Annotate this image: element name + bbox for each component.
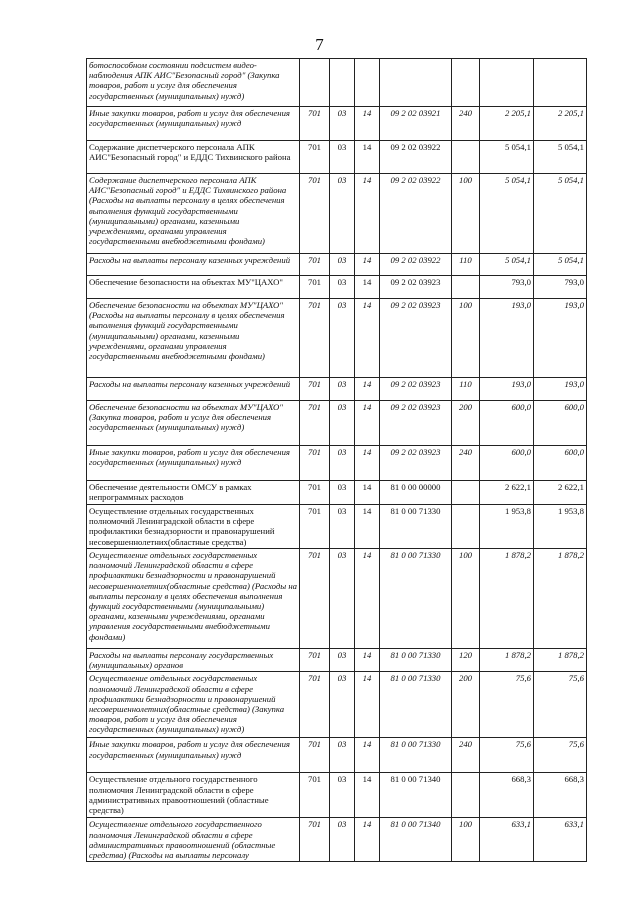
section-code-cell: 03 [330,672,355,738]
section-code-cell: 03 [330,254,355,276]
subsection-code-cell: 14 [355,378,380,401]
subsection-code-cell: 14 [355,505,380,549]
section-code-cell: 03 [330,276,355,299]
expense-type-cell: 110 [452,378,480,401]
expense-type-cell [452,141,480,174]
target-article-cell: 81 0 00 71330 [380,649,452,672]
subsection-code-cell: 14 [355,276,380,299]
expense-name-cell: Иные закупки товаров, работ и услуг для обеспечения государственных (муниципальных) нужд [87,107,300,141]
amount-cell: 2 622,1 [480,481,534,505]
subsection-code-cell: 14 [355,254,380,276]
ministry-code-cell: 701 [300,141,330,174]
table-row [87,672,587,738]
amount-total-cell: 600,0 [534,446,587,481]
expense-name-cell: Осуществление отдельных государственных полномочий Ленинградской области в сфере профилактики безнадзорности и правонарушений несовершеннолетних(областные средства) (Расходы на выплаты персоналу в целях обеспечения выполнения функций государственными (муниципальными) органами, казенными учреждениями, органами управления государственными внебюджетными фондами) [87,549,300,649]
amount-cell: 193,0 [480,299,534,378]
amount-cell: 1 878,2 [480,649,534,672]
table-body [87,59,587,862]
target-article-cell: 09 2 02 03923 [380,446,452,481]
ministry-code-cell: 701 [300,446,330,481]
expense-name-cell: Содержание диспетчерского персонала АПК АИС"Безопасный город" и ЕДДС Тихвинского района [87,141,300,174]
amount-cell: 5 054,1 [480,141,534,174]
ministry-code-cell: 701 [300,549,330,649]
table-row [87,107,587,141]
expense-name-cell: Содержание диспетчерского персонала АПК АИС"Безопасный город" и ЕДДС Тихвинского района (Расходы на выплаты персоналу в целях обеспечения выполнения функций государственными (муниципальными) органами, казенными учреждениями, органами управления государственными внебюджетными фондами) [87,174,300,254]
expense-name-cell: ботоспособном состоянии подсистем видео-наблюдения АПК АИС"Безопасный город" (Закупка товаров, работ и услуг для обеспечения государственных (муниципальных) нужд) [87,59,300,107]
amount-total-cell [534,59,587,107]
amount-cell: 633,1 [480,818,534,862]
ministry-code-cell: 701 [300,378,330,401]
amount-total-cell: 75,6 [534,738,587,773]
subsection-code-cell: 14 [355,481,380,505]
table-row [87,505,587,549]
subsection-code-cell [355,59,380,107]
target-article-cell [380,59,452,107]
amount-total-cell: 668,3 [534,773,587,818]
section-code-cell: 03 [330,378,355,401]
section-code-cell [330,59,355,107]
ministry-code-cell: 701 [300,254,330,276]
amount-cell: 1 878,2 [480,549,534,649]
target-article-cell: 09 2 02 03923 [380,276,452,299]
expense-type-cell: 100 [452,818,480,862]
subsection-code-cell: 14 [355,401,380,446]
table-row [87,446,587,481]
subsection-code-cell: 14 [355,299,380,378]
amount-total-cell: 193,0 [534,378,587,401]
section-code-cell: 03 [330,481,355,505]
amount-cell: 668,3 [480,773,534,818]
section-code-cell: 03 [330,299,355,378]
table-row [87,549,587,649]
subsection-code-cell: 14 [355,446,380,481]
expense-name-cell: Иные закупки товаров, работ и услуг для обеспечения государственных (муниципальных) нужд [87,738,300,773]
expense-name-cell: Обеспечение безопасности на объектах МУ"ЦАХО" (Расходы на выплаты персоналу в целях обеспечения выполнения функций государственными (муниципальными) органами, казенными учреждениями, органами управления государственными внебюджетными фондами) [87,299,300,378]
section-code-cell: 03 [330,446,355,481]
expense-name-cell: Обеспечение безопасности на объектах МУ"ЦАХО" (Закупка товаров, работ и услуг для обеспечения государственных (муниципальных) нужд) [87,401,300,446]
amount-cell: 75,6 [480,738,534,773]
section-code-cell: 03 [330,773,355,818]
expense-name-cell: Расходы на выплаты персоналу государственных (муниципальных) органов [87,649,300,672]
target-article-cell: 81 0 00 71330 [380,672,452,738]
expense-type-cell [452,59,480,107]
amount-total-cell: 75,6 [534,672,587,738]
target-article-cell: 09 2 02 03922 [380,254,452,276]
expense-type-cell: 110 [452,254,480,276]
budget-table [86,58,587,862]
amount-total-cell: 5 054,1 [534,174,587,254]
expense-type-cell: 100 [452,549,480,649]
expense-name-cell: Расходы на выплаты персоналу казенных учреждений [87,254,300,276]
amount-total-cell: 793,0 [534,276,587,299]
expense-type-cell [452,276,480,299]
amount-cell: 1 953,8 [480,505,534,549]
amount-total-cell: 2 205,1 [534,107,587,141]
expense-type-cell: 200 [452,401,480,446]
table-row [87,401,587,446]
ministry-code-cell: 701 [300,299,330,378]
expense-name-cell: Осуществление отдельного государственного полномочия Ленинградской области в сфере административных правоотношений (областные средства) (Расходы на выплаты персоналу [87,818,300,862]
target-article-cell: 09 2 02 03923 [380,299,452,378]
table-row [87,254,587,276]
amount-total-cell: 633,1 [534,818,587,862]
subsection-code-cell: 14 [355,107,380,141]
amount-total-cell: 600,0 [534,401,587,446]
amount-cell: 2 205,1 [480,107,534,141]
ministry-code-cell: 701 [300,818,330,862]
subsection-code-cell: 14 [355,738,380,773]
expense-name-cell: Осуществление отдельного государственного полномочия Ленинградской области в сфере административных правоотношений (областные средства) [87,773,300,818]
expense-type-cell: 100 [452,174,480,254]
amount-cell: 5 054,1 [480,254,534,276]
expense-type-cell [452,481,480,505]
amount-total-cell: 2 622,1 [534,481,587,505]
expense-name-cell: Осуществление отдельных государственных полномочий Ленинградской области в сфере профилактики безнадзорности и правонарушений несовершеннолетних(областные средства) (Закупка товаров, работ и услуг для обеспечения государственных (муниципальных) нужд) [87,672,300,738]
ministry-code-cell: 701 [300,505,330,549]
amount-total-cell: 1 878,2 [534,549,587,649]
ministry-code-cell: 701 [300,174,330,254]
table-row [87,738,587,773]
section-code-cell: 03 [330,401,355,446]
ministry-code-cell: 701 [300,672,330,738]
target-article-cell: 81 0 00 71330 [380,549,452,649]
amount-cell [480,59,534,107]
ministry-code-cell: 701 [300,738,330,773]
amount-total-cell: 1 878,2 [534,649,587,672]
expense-type-cell: 120 [452,649,480,672]
amount-cell: 193,0 [480,378,534,401]
ministry-code-cell: 701 [300,107,330,141]
ministry-code-cell: 701 [300,276,330,299]
table-row [87,481,587,505]
section-code-cell: 03 [330,818,355,862]
page-number: 7 [315,35,324,54]
target-article-cell: 09 2 02 03921 [380,107,452,141]
target-article-cell: 81 0 00 71340 [380,773,452,818]
ministry-code-cell [300,59,330,107]
amount-total-cell: 5 054,1 [534,254,587,276]
section-code-cell: 03 [330,505,355,549]
expense-name-cell: Расходы на выплаты персоналу казенных учреждений [87,378,300,401]
target-article-cell: 09 2 02 03922 [380,174,452,254]
target-article-cell: 09 2 02 03923 [380,378,452,401]
amount-cell: 5 054,1 [480,174,534,254]
amount-cell: 600,0 [480,401,534,446]
subsection-code-cell: 14 [355,773,380,818]
expense-name-cell: Осуществление отдельных государственных полномочий Ленинградской области в сфере профилактики безнадзорности и правонарушений несовершеннолетних(областные средства) [87,505,300,549]
table-row [87,141,587,174]
expense-type-cell [452,773,480,818]
subsection-code-cell: 14 [355,549,380,649]
amount-cell: 600,0 [480,446,534,481]
ministry-code-cell: 701 [300,649,330,672]
amount-cell: 75,6 [480,672,534,738]
ministry-code-cell: 701 [300,773,330,818]
subsection-code-cell: 14 [355,141,380,174]
ministry-code-cell: 701 [300,401,330,446]
amount-total-cell: 193,0 [534,299,587,378]
expense-type-cell [452,505,480,549]
target-article-cell: 81 0 00 71340 [380,818,452,862]
table-row [87,276,587,299]
subsection-code-cell: 14 [355,818,380,862]
target-article-cell: 81 0 00 00000 [380,481,452,505]
expense-type-cell: 200 [452,672,480,738]
amount-total-cell: 5 054,1 [534,141,587,174]
section-code-cell: 03 [330,549,355,649]
expense-name-cell: Иные закупки товаров, работ и услуг для обеспечения государственных (муниципальных) нужд [87,446,300,481]
expense-type-cell: 240 [452,738,480,773]
section-code-cell: 03 [330,174,355,254]
section-code-cell: 03 [330,738,355,773]
table-row [87,818,587,862]
target-article-cell: 09 2 02 03922 [380,141,452,174]
ministry-code-cell: 701 [300,481,330,505]
expense-type-cell: 240 [452,446,480,481]
subsection-code-cell: 14 [355,174,380,254]
section-code-cell: 03 [330,649,355,672]
table-row [87,174,587,254]
target-article-cell: 81 0 00 71330 [380,505,452,549]
expense-type-cell: 100 [452,299,480,378]
table-row [87,649,587,672]
amount-total-cell: 1 953,8 [534,505,587,549]
table-row [87,773,587,818]
table-row [87,378,587,401]
table-row [87,299,587,378]
section-code-cell: 03 [330,141,355,174]
amount-cell: 793,0 [480,276,534,299]
target-article-cell: 09 2 02 03923 [380,401,452,446]
expense-type-cell: 240 [452,107,480,141]
section-code-cell: 03 [330,107,355,141]
subsection-code-cell: 14 [355,672,380,738]
expense-name-cell: Обеспечение безопасности на объектах МУ"ЦАХО" [87,276,300,299]
subsection-code-cell: 14 [355,649,380,672]
expense-name-cell: Обеспечение деятельности ОМСУ в рамках непрограммных расходов [87,481,300,505]
table-row [87,59,587,107]
target-article-cell: 81 0 00 71330 [380,738,452,773]
